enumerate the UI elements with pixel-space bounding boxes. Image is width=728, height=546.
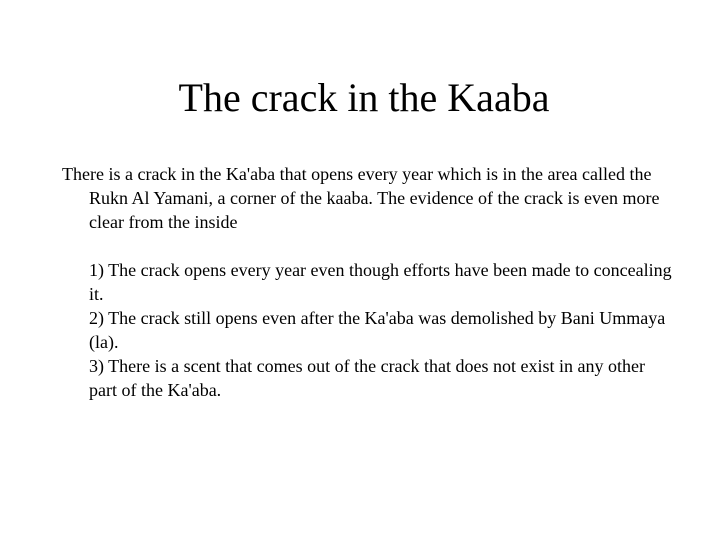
slide-body bbox=[62, 162, 672, 402]
paragraph-gap bbox=[62, 234, 672, 258]
slide-title: The crack in the Kaaba bbox=[178, 75, 550, 120]
point-2: 2) The crack still opens even after the Ka'aba was demolished by Bani Ummaya (la). bbox=[89, 308, 666, 352]
intro-paragraph: There is a crack in the Ka'aba that opens every year which is in the area called the Rukn Al Yamani, a corner of the kaaba. The evidence of the crack is even more clear from the inside bbox=[62, 164, 660, 232]
point-1: 1) The crack opens every year even though efforts have been made to concealing it. bbox=[89, 260, 672, 304]
point-3: 3) There is a scent that comes out of the crack that does not exist in any other part of the Ka'aba. bbox=[89, 356, 645, 400]
